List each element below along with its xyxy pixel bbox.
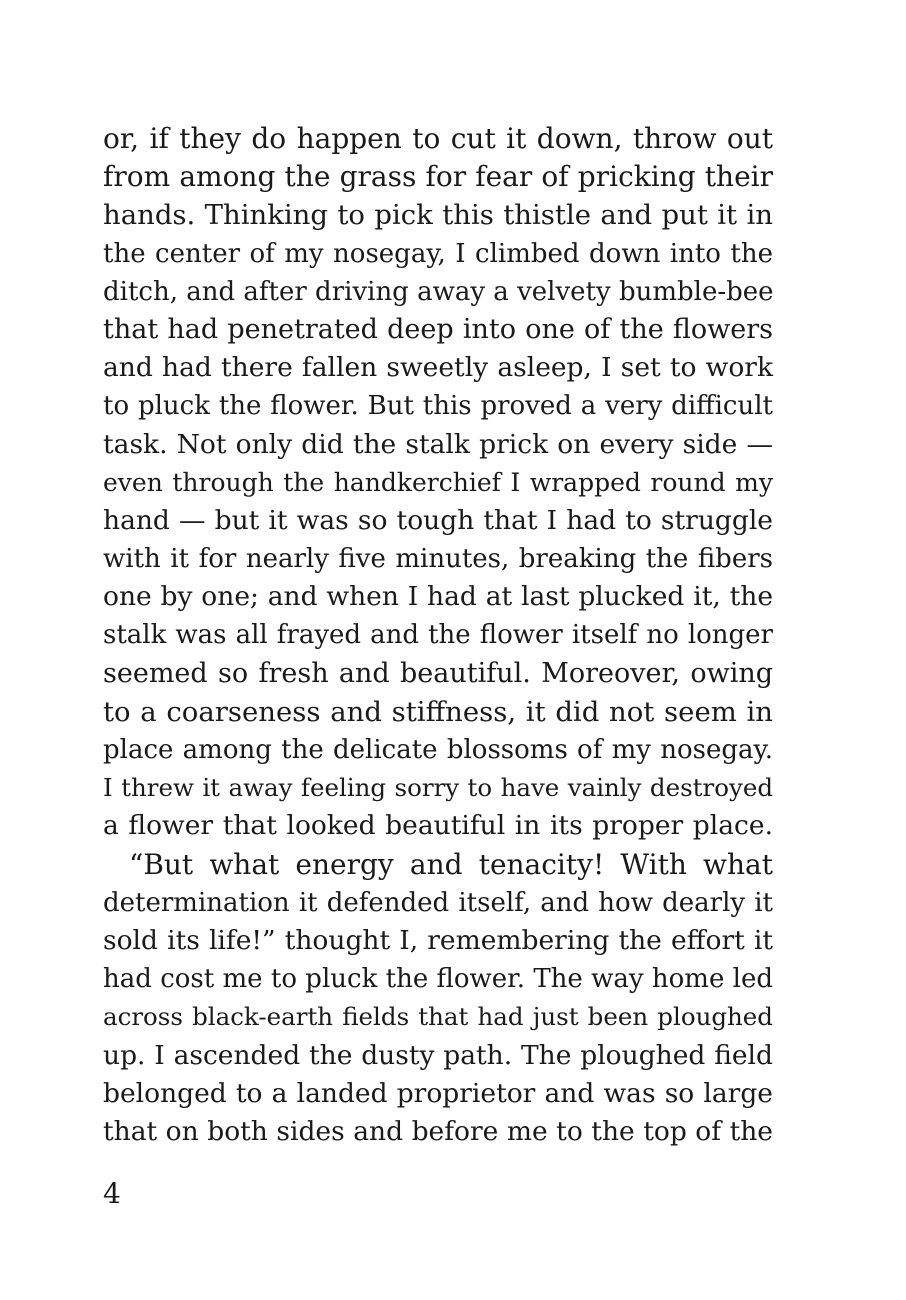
text-line: that had penetrated deep into one of the flowers	[103, 313, 773, 345]
text-line: with it for nearly five minutes, breaking the fibers	[103, 544, 773, 575]
page-number: 4	[103, 1177, 121, 1210]
text-line: stalk was all frayed and the flower itself no longer	[103, 620, 773, 651]
text-line: the center of my nosegay, I climbed down into the	[103, 238, 773, 269]
text-line: task. Not only did the stalk prick on every side —	[103, 428, 773, 460]
text-line: and had there fallen sweetly asleep, I set to work	[103, 352, 773, 384]
text-line: I threw it away feeling sorry to have vainly destroyed	[103, 773, 773, 803]
text-line: belonged to a landed proprietor and was so large	[103, 1077, 773, 1109]
paragraph-start-line: “But what energy and tenacity! With what	[129, 847, 773, 881]
text-line: a flower that looked beautiful in its proper place.	[103, 810, 773, 842]
text-line: or, if they do happen to cut it down, throw out	[103, 122, 773, 155]
text-line: even through the handkerchief I wrapped round my	[103, 467, 773, 497]
text-line: across black-earth fields that had just been ploughed	[103, 1002, 773, 1032]
text-line: to a coarseness and stiffness, it did not seem in	[103, 695, 773, 728]
text-line: that on both sides and before me to the top of the	[103, 1115, 773, 1147]
text-line: had cost me to pluck the flower. The way home led	[103, 964, 773, 995]
text-line: up. I ascended the dusty path. The ploughed field	[103, 1039, 773, 1071]
text-line: determination it defended itself, and how dearly it	[103, 887, 773, 918]
text-line: to pluck the flower. But this proved a very difficult	[103, 391, 773, 422]
text-line: seemed so fresh and beautiful. Moreover, owing	[103, 657, 773, 689]
text-line: ditch, and after driving away a velvety bumble-bee	[103, 276, 774, 307]
text-line: hand — but it was so tough that I had to struggle	[103, 504, 773, 536]
text-line: place among the delicate blossoms of my nosegay.	[103, 735, 773, 765]
text-line: one by one; and when I had at last plucked it, the	[103, 581, 773, 613]
body-text	[103, 120, 773, 1151]
text-line: hands. Thinking to pick this thistle and put it in	[103, 199, 773, 232]
text-line: sold its life!” thought I, remembering the effort it	[103, 924, 773, 956]
text-line: from among the grass for fear of pricking their	[103, 160, 773, 194]
